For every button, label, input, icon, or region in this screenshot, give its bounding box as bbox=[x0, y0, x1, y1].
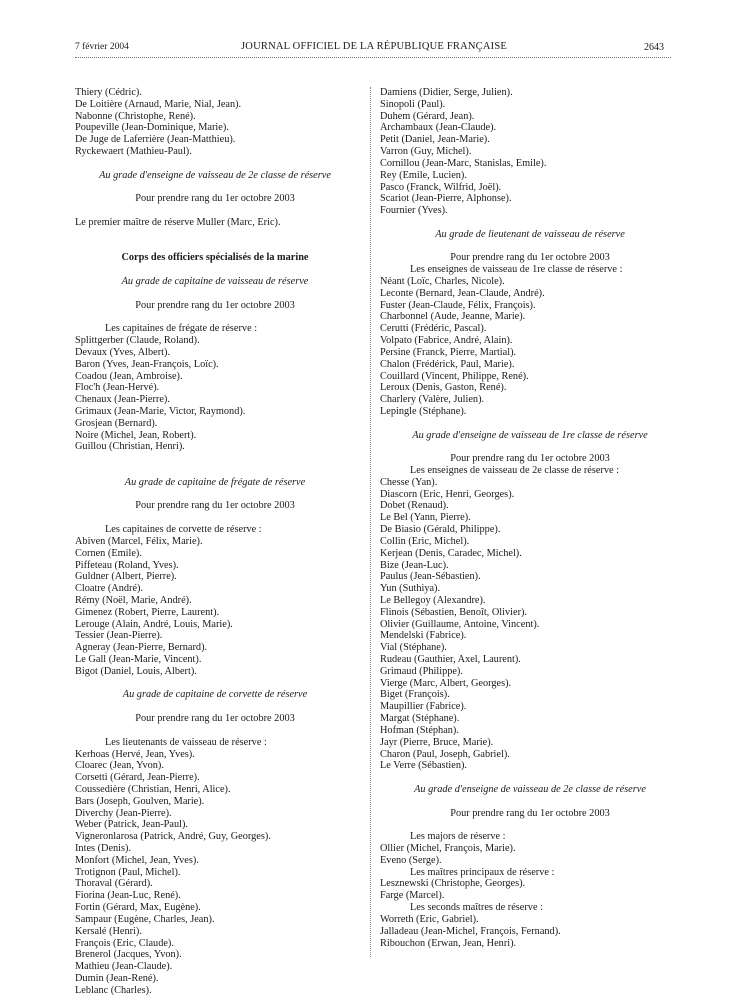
list-intro: Les capitaines de corvette de réserve : bbox=[105, 524, 262, 536]
name-entry: Leconte (Bernard, Jean-Claude, André). bbox=[380, 287, 545, 299]
grade-heading: Au grade d'enseigne de vaisseau de 2e classe de réserve bbox=[99, 169, 331, 181]
name-entry: Chalon (Frédérick, Paul, Marie). bbox=[380, 358, 515, 370]
name-entry: Bize (Jean-Luc). bbox=[380, 559, 449, 571]
name-entry: Olivier (Guillaume, Antoine, Vincent). bbox=[380, 618, 540, 630]
name-entry: Mendelski (Fabrice). bbox=[380, 630, 467, 642]
grade-heading: Au grade de capitaine de corvette de réserve bbox=[122, 689, 308, 701]
spacer bbox=[75, 264, 355, 276]
name-entry: Lesznewski (Christophe, Georges). bbox=[380, 878, 526, 890]
spacer bbox=[75, 229, 355, 241]
page-header bbox=[0, 0, 748, 62]
name-entry: Varron (Guy, Michel). bbox=[380, 146, 472, 158]
name-entry: Kerhoas (Hervé, Jean, Yves). bbox=[75, 748, 195, 760]
name-entry: Grosjean (Bernard). bbox=[75, 417, 158, 429]
name-entry: Volpato (Fabrice, André, Alain). bbox=[380, 335, 513, 347]
name-entry: Biget (François). bbox=[380, 689, 450, 701]
name-entry: Couillard (Vincent, Philippe, René). bbox=[380, 370, 529, 382]
grade-heading: Au grade de capitaine de frégate de réserve bbox=[124, 476, 306, 488]
name-entry: Lepingle (Stéphane). bbox=[380, 405, 467, 417]
name-entry: Piffeteau (Roland, Yves). bbox=[75, 559, 179, 571]
rank-line: Pour prendre rang du 1er octobre 2003 bbox=[450, 252, 610, 264]
name-entry: Lerouge (Alain, André, Louis, Marie). bbox=[75, 618, 233, 630]
left-column bbox=[75, 87, 355, 997]
name-entry: Gimenez (Robert, Pierre, Laurent). bbox=[75, 606, 220, 618]
name-entry: Le Bellegoy (Alexandre). bbox=[380, 594, 486, 606]
name-entry: Grimaux (Jean-Marie, Victor, Raymond). bbox=[75, 405, 246, 417]
name-entry: Intes (Denis). bbox=[75, 843, 132, 854]
name-entry: Paulus (Jean-Sébastien). bbox=[380, 571, 481, 583]
name-entry: François (Eric, Claude). bbox=[75, 937, 174, 949]
spacer bbox=[380, 772, 680, 784]
name-entry: Le premier maître de réserve Muller (Marc, Eric). bbox=[75, 216, 281, 228]
grade-heading: Au grade d'enseigne de vaisseau de 1re classe de réserve bbox=[412, 429, 648, 441]
list-intro: Les majors de réserve : bbox=[410, 831, 506, 843]
name-entry: Bars (Joseph, Goulven, Marie). bbox=[75, 795, 205, 807]
name-entry: De Juge de Laferrière (Jean-Matthieu). bbox=[75, 134, 236, 146]
list-intro: Les capitaines de frégate de réserve : bbox=[105, 323, 258, 335]
name-entry: Hofman (Stéphan). bbox=[380, 724, 459, 736]
name-entry: Trotignon (Paul, Michel). bbox=[75, 866, 181, 878]
name-entry: Le Verre (Sébastien). bbox=[380, 760, 468, 772]
list-intro: Les enseignes de vaisseau de 1re classe de réserve : bbox=[410, 264, 623, 276]
name-entry: Charon (Paul, Joseph, Gabriel). bbox=[380, 748, 510, 760]
spacer bbox=[380, 418, 680, 430]
name-entry: Charbonnel (Aude, Jeanne, Marie). bbox=[380, 311, 526, 323]
name-entry: Chesse (Yan). bbox=[380, 476, 438, 488]
spacer bbox=[75, 725, 355, 737]
grade-heading: Au grade de lieutenant de vaisseau de réserve bbox=[435, 228, 625, 240]
spacer bbox=[75, 489, 355, 501]
name-entry: Scariot (Jean-Pierre, Alphonse). bbox=[380, 193, 512, 205]
name-entry: Kersalé (Henri). bbox=[75, 925, 142, 937]
name-entry: Rémy (Noël, Marie, André). bbox=[75, 594, 192, 606]
name-entry: Diverchy (Jean-Pierre). bbox=[75, 807, 172, 819]
name-entry: Floc'h (Jean-Hervé). bbox=[75, 382, 160, 394]
name-entry: Archambaux (Jean-Claude). bbox=[380, 122, 497, 134]
name-entry: Grimaud (Philippe). bbox=[380, 665, 463, 677]
name-entry: Poupeville (Jean-Dominique, Marie). bbox=[75, 122, 229, 134]
name-entry: Duhem (Gérard, Jean). bbox=[380, 110, 475, 122]
name-entry: Cloatre (André). bbox=[75, 583, 144, 595]
rank-line: Pour prendre rang du 1er octobre 2003 bbox=[450, 807, 610, 819]
list-intro: Les maîtres principaux de réserve : bbox=[410, 866, 555, 878]
name-entry: Yun (Suthiya). bbox=[380, 583, 441, 595]
spacer bbox=[380, 217, 680, 229]
spacer bbox=[380, 441, 680, 453]
name-entry: Vigneronlarosa (Patrick, André, Guy, Georges). bbox=[75, 831, 271, 843]
grade-heading: Au grade de capitaine de vaisseau de réserve bbox=[121, 276, 309, 287]
name-entry: Agneray (Jean-Pierre, Bernard). bbox=[75, 642, 208, 654]
name-entry: Farge (Marcel). bbox=[380, 890, 445, 902]
spacer bbox=[75, 678, 355, 690]
list-intro: Les lieutenants de vaisseau de réserve : bbox=[105, 736, 267, 748]
name-entry: Néant (Loïc, Charles, Nicole). bbox=[380, 276, 505, 287]
name-entry: De Loitière (Arnaud, Marie, Nial, Jean). bbox=[75, 98, 242, 110]
name-entry: Coussedière (Christian, Henri, Alice). bbox=[75, 783, 231, 795]
journal-title: JOURNAL OFFICIEL DE LA RÉPUBLIQUE FRANÇAISE bbox=[241, 41, 507, 52]
name-entry: Abiven (Marcel, Félix, Marie). bbox=[75, 535, 203, 547]
header-rule bbox=[75, 57, 671, 58]
spacer bbox=[75, 512, 355, 524]
spacer bbox=[75, 205, 355, 217]
name-entry: Maupillier (Fabrice). bbox=[380, 701, 467, 713]
rank-line: Pour prendre rang du 1er octobre 2003 bbox=[135, 193, 295, 205]
name-entry: De Biasio (Gérald, Philippe). bbox=[380, 524, 501, 536]
name-entry: Brenerol (Jacques, Yvon). bbox=[75, 949, 182, 961]
name-entry: Margat (Stéphane). bbox=[380, 713, 460, 725]
name-entry: Fiorina (Jean-Luc, René). bbox=[75, 890, 181, 902]
spacer bbox=[75, 288, 355, 300]
name-entry: Chenaux (Jean-Pierre). bbox=[75, 394, 170, 406]
name-entry: Mathieu (Jean-Claude). bbox=[75, 961, 173, 973]
name-entry: Fournier (Yves). bbox=[380, 205, 448, 217]
name-entry: Tessier (Jean-Pierre). bbox=[75, 630, 163, 642]
name-entry: Guldner (Albert, Pierre). bbox=[75, 571, 177, 583]
name-entry: Cornen (Emile). bbox=[75, 547, 142, 559]
name-entry: Coadou (Jean, Ambroise). bbox=[75, 370, 183, 382]
name-entry: Ryckewaert (Mathieu-Paul). bbox=[75, 146, 192, 158]
name-entry: Petit (Daniel, Jean-Marie). bbox=[380, 134, 490, 146]
list-intro: Les seconds maîtres de réserve : bbox=[410, 902, 543, 914]
name-entry: Cloarec (Jean, Yvon). bbox=[75, 760, 164, 772]
name-entry: Dobet (Renaud). bbox=[380, 500, 449, 512]
name-entry: Collin (Eric, Michel). bbox=[380, 535, 470, 547]
name-entry: Rey (Emile, Lucien). bbox=[380, 169, 467, 181]
name-entry: Splittgerber (Claude, Roland). bbox=[75, 335, 200, 347]
name-entry: Sampaur (Eugène, Charles, Jean). bbox=[75, 913, 215, 925]
name-entry: Devaux (Yves, Albert). bbox=[75, 346, 171, 358]
name-entry: Guillou (Christian, Henri). bbox=[75, 441, 185, 453]
spacer bbox=[75, 241, 355, 253]
spacer bbox=[75, 701, 355, 713]
name-entry: Corsetti (Gérard, Jean-Pierre). bbox=[75, 772, 200, 784]
page-number: 2643 bbox=[644, 42, 664, 53]
name-entry: Cornillou (Jean-Marc, Stanislas, Emile). bbox=[380, 157, 547, 169]
name-entry: Monfort (Michel, Jean, Yves). bbox=[75, 854, 199, 866]
name-entry: Sinopoli (Paul). bbox=[380, 98, 446, 110]
name-entry: Fortin (Gérard, Max, Eugène). bbox=[75, 902, 201, 914]
spacer bbox=[75, 311, 355, 323]
name-entry: Noire (Michel, Jean, Robert). bbox=[75, 429, 197, 441]
corps-heading: Corps des officiers spécialisés de la marine bbox=[121, 252, 309, 264]
list-intro: Les enseignes de vaisseau de 2e classe de réserve : bbox=[410, 465, 619, 476]
right-column bbox=[380, 87, 680, 949]
spacer bbox=[75, 158, 355, 170]
name-entry: Eveno (Serge). bbox=[380, 854, 442, 866]
rank-line: Pour prendre rang du 1er octobre 2003 bbox=[450, 453, 610, 465]
name-entry: Charlery (Valère, Julien). bbox=[380, 394, 485, 406]
name-entry: Bigot (Daniel, Louis, Albert). bbox=[75, 665, 197, 677]
spacer bbox=[75, 453, 355, 465]
header-date: 7 février 2004 bbox=[75, 42, 129, 52]
name-entry: Flinois (Sébastien, Benoît, Olivier). bbox=[380, 606, 528, 618]
column-divider bbox=[370, 87, 371, 957]
spacer bbox=[380, 819, 680, 831]
name-entry: Le Bel (Yann, Pierre). bbox=[380, 512, 471, 524]
rank-line: Pour prendre rang du 1er octobre 2003 bbox=[135, 500, 295, 512]
spacer bbox=[75, 182, 355, 194]
grade-heading: Au grade d'enseigne de vaisseau de 2e classe de réserve bbox=[414, 783, 646, 795]
name-entry: Nabonne (Christophe, René). bbox=[75, 110, 196, 122]
name-entry: Leblanc (Charles). bbox=[75, 984, 152, 996]
name-entry: Jayr (Pierre, Bruce, Marie). bbox=[380, 736, 494, 748]
spacer bbox=[75, 465, 355, 477]
name-entry: Rudeau (Gauthier, Axel, Laurent). bbox=[380, 654, 521, 665]
name-entry: Ollier (Michel, François, Marie). bbox=[380, 843, 516, 854]
name-entry: Diascorn (Eric, Henri, Georges). bbox=[380, 488, 515, 500]
spacer bbox=[380, 241, 680, 253]
name-entry: Thoraval (Gérard). bbox=[75, 878, 153, 890]
name-entry: Dumin (Jean-René). bbox=[75, 972, 159, 984]
spacer bbox=[380, 796, 680, 808]
name-entry: Fuster (Jean-Claude, Félix, François). bbox=[380, 299, 536, 311]
name-entry: Persine (Franck, Pierre, Martial). bbox=[380, 346, 517, 358]
name-entry: Leroux (Denis, Gaston, René). bbox=[380, 382, 507, 394]
name-entry: Pasco (Franck, Wilfrid, Joël). bbox=[380, 181, 502, 193]
name-entry: Thiery (Cédric). bbox=[75, 87, 142, 98]
name-entry: Baron (Yves, Jean-François, Loïc). bbox=[75, 358, 219, 370]
name-entry: Worreth (Eric, Gabriel). bbox=[380, 913, 479, 925]
rank-line: Pour prendre rang du 1er octobre 2003 bbox=[135, 713, 295, 725]
name-entry: Ribouchon (Erwan, Jean, Henri). bbox=[380, 937, 517, 949]
name-entry: Le Gall (Jean-Marie, Vincent). bbox=[75, 654, 202, 665]
name-entry: Damiens (Didier, Serge, Julien). bbox=[380, 87, 513, 98]
name-entry: Jalladeau (Jean-Michel, François, Fernand). bbox=[380, 925, 561, 937]
name-entry: Vierge (Marc, Albert, Georges). bbox=[380, 677, 512, 689]
name-entry: Kerjean (Denis, Caradec, Michel). bbox=[380, 547, 522, 559]
name-entry: Vial (Stéphane). bbox=[380, 642, 447, 654]
name-entry: Weber (Patrick, Jean-Paul). bbox=[75, 819, 188, 831]
rank-line: Pour prendre rang du 1er octobre 2003 bbox=[135, 299, 295, 311]
name-entry: Cerutti (Frédéric, Pascal). bbox=[380, 323, 487, 335]
